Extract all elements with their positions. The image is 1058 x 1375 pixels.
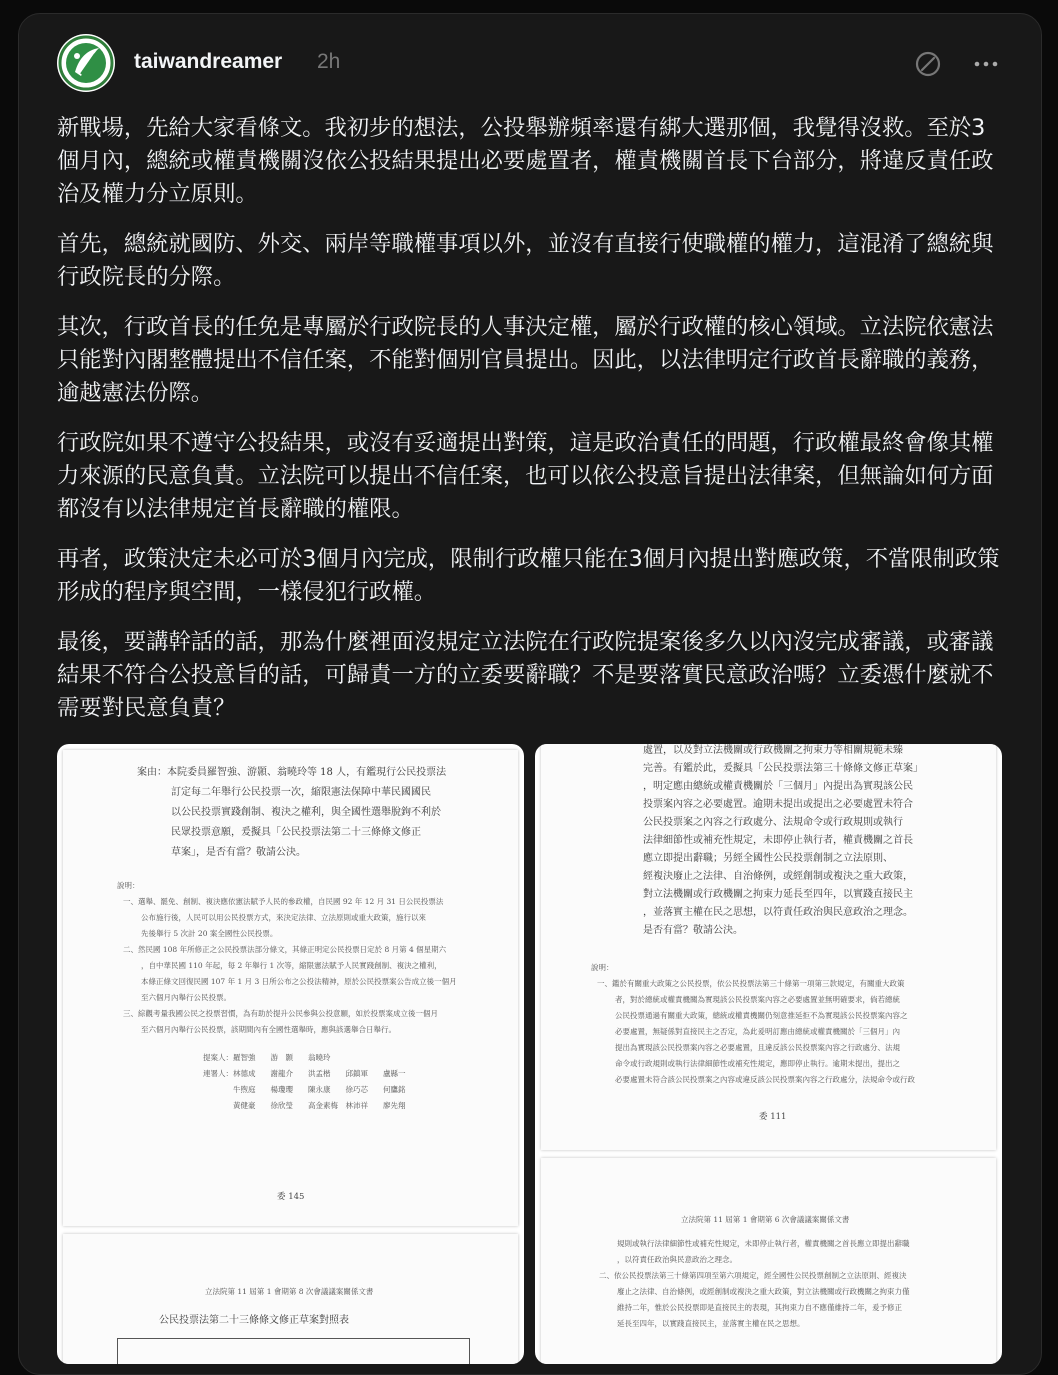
- doc-page-title: 立法院第 11 屆第 1 會期第 8 次會議議案關係文書: [205, 1287, 374, 1296]
- doc-line: 一、鑑於有關重大政策之公民投票，依公民投票法第三十條第一項第三款規定，有關重大政策: [597, 979, 905, 988]
- doc-page-number: 委 145: [277, 1192, 305, 1202]
- document-page: [63, 750, 518, 1226]
- doc-line: 者，對於總統或權責機關為實現該公民投票案內容之必要處置並無明確要求，倘若總統: [615, 995, 900, 1004]
- doc-line: 是否有當？敬請公決。: [643, 925, 743, 936]
- doc-line: 案由：本院委員羅智強、游顥、翁曉玲等 18 人，有鑑現行公民投票法: [137, 767, 447, 778]
- doc-signer-line: 牛煦庭 楊瓊瓔 陳永康 徐巧芯 何鷹銘: [203, 1085, 406, 1094]
- doc-line: 提出為實現該公民投票案內容之必要處置，且違反該公民投票案內容之行政處分、法規: [615, 1043, 900, 1052]
- doc-line: 三、綜觀考量我國公民之投票習慣，為有助於提升公民參與公投意願，如於投票案成立後一個月: [123, 1009, 438, 1018]
- avatar-logo-icon: [57, 34, 115, 92]
- avatar[interactable]: [57, 34, 115, 92]
- doc-line: 應立即提出辭職；另經全國性公民投票創制之立法原則、: [643, 853, 893, 864]
- doc-line: 必要處置未符合該公民投票案之內容或違反該公民投票案內容之行政處分，法規命令或行政: [615, 1075, 915, 1084]
- doc-page-number: 委 111: [759, 1112, 787, 1122]
- doc-line: 命令或行政規則或執行法律細節性或補充性規定，應即停止執行。逾期未提出，提出之: [615, 1059, 900, 1068]
- doc-line: 公民投票通過有關重大政策，總統或權責機關仍刻意推延拒不為實現該公民投票案內容之: [615, 1011, 908, 1020]
- doc-explain-heading: 說明：: [591, 963, 614, 972]
- post-paragraph: 再者，政策決定未必可於3個月內完成，限制行政權只能在3個月內提出對應政策，不當限制政策形成的程序與空間，一樣侵犯行政權。: [57, 546, 1000, 605]
- doc-page-title: 立法院第 11 屆第 1 會期第 6 次會議議案關係文書: [681, 1215, 850, 1224]
- post-paragraph: 新戰場，先給大家看條文。我初步的想法，公投舉辦頻率還有綁大選那個，我覺得沒救。至於3個月內，總統或權責機關沒依公投結果提出必要處置者，權責機關首長下台部分，將違反責任政治及權力分立原則。: [57, 115, 994, 207]
- doc-line: ，明定應由總統或權責機關於「三個月」內提出為實現該公民: [643, 781, 913, 792]
- doc-line: ，以符責任政治與民意政治之理念。: [617, 1255, 737, 1264]
- doc-line: 公布施行後，人民可以用公民投票方式，來決定法律、立法原則或重大政策，施行以來: [141, 913, 426, 922]
- doc-line: 處置，以及對立法機關或行政機關之拘束力等相關規範未臻: [643, 745, 903, 756]
- document-page: [63, 1234, 518, 1364]
- doc-line: 先後舉行 5 次計 20 案全國性公民投票。: [141, 929, 278, 938]
- document-page: [541, 744, 996, 1150]
- doc-line: 維持二年，惟於公民投票即是直接民主的表現，其拘束力自不應僅維持二年，爰予修正: [617, 1303, 902, 1312]
- post-text: [57, 112, 1002, 742]
- doc-line: 法律細節性或補充性規定，未即停止執行者，權責機關之首長: [643, 835, 913, 846]
- more-options-icon[interactable]: [971, 49, 1001, 79]
- post-card: [18, 13, 1042, 1375]
- doc-line: 必要處置，無疑係對直接民主之否定，為此爰明訂應由總統或權責機關於「三個月」內: [615, 1027, 900, 1036]
- post-header: [57, 34, 1011, 94]
- doc-line: 廢止之法律、自治條例，或經創制或複決之重大政策，對立法機關或行政機關之拘束力僅: [617, 1287, 910, 1296]
- doc-line: ，並落實主權在民之思想，以符責任政治與民意政治之理念。: [643, 907, 913, 918]
- doc-explain-heading: 說明：: [117, 881, 140, 890]
- doc-line: 規則或執行法律細節性或補充性規定，未即停止執行者，權責機關之首長應立即提出辭職: [617, 1239, 910, 1248]
- doc-line: 二、依公民投票法第三十條第四項至第六項規定，經全國性公民投票創制之立法原則、經複決: [599, 1271, 907, 1280]
- doc-page-subtitle: 公民投票法第二十三條條文修正草案對照表: [159, 1315, 349, 1326]
- doc-line: 延長至四年，以實踐直接民主，並落實主權在民之思想。: [617, 1319, 805, 1328]
- attached-document-image-2[interactable]: [535, 744, 1002, 1364]
- post-paragraph: 其次，行政首長的任免是專屬於行政院長的人事決定權，屬於行政權的核心領域。立法院依憲法只能對內閣整體提出不信任案，不能對個別官員提出。因此，以法律明定行政首長辭職的義務，逾越憲法份際。: [57, 314, 994, 406]
- post-time: 2h: [317, 50, 341, 73]
- doc-line: 公民投票案之內容之行政處分、法規命令或行政規則或執行: [643, 817, 903, 828]
- doc-line: 本條正條文回復民國 107 年 1 月 3 日所公布之公投法精神，原於公民投票案公告成立後一個月: [141, 977, 457, 986]
- doc-line: 對立法機關或行政機關之拘束力延長至四年，以實踐直接民主: [643, 889, 913, 900]
- doc-line: 訂定每二年舉行公民投票一次，縮限憲法保障中華民國國民: [171, 787, 431, 798]
- doc-line: 投票案內容之必要處置。逾期未提出或提出之必要處置未符合: [643, 799, 913, 810]
- doc-line: 民眾投票意願，爰擬具「公民投票法第二十三條條文修正: [171, 827, 421, 838]
- doc-line: 草案」，是否有當？敬請公決。: [171, 847, 306, 858]
- doc-signer-line: 黃健豪 徐欣瑩 高金素梅 林沛祥 廖先翔: [203, 1101, 406, 1110]
- post-paragraph: 最後，要講幹話的話，那為什麼裡面沒規定立法院在行政院提案後多久以內沒完成審議，或審議結果不符合公投意旨的話，可歸責一方的立委要辭職？不是要落實民意政治嗎？立委憑什麼就不需要對民意負責？: [57, 629, 994, 721]
- post-paragraph: 行政院如果不遵守公投結果，或沒有妥適提出對策，這是政治責任的問題，行政權最終會像其權力來源的民意負責。立法院可以提出不信任案，也可以依公投意旨提出法律案，但無論如何方面都沒有以法律規定首長辭職的權限。: [57, 430, 994, 522]
- doc-line: 完善。有鑑於此，爰擬具「公民投票法第三十條條文修正草案」: [643, 763, 923, 774]
- doc-signer-line: 連署人：林德成 謝龍介 洪孟楷 邱鎮軍 盧縣一: [203, 1069, 406, 1078]
- doc-line: 一、選舉、罷免、創制、複決應依憲法賦予人民的參政權，自民國 92 年 12 月 31 日公民投票法: [123, 897, 444, 906]
- doc-line: 至六個月內舉行公民投票，該期間內有全國性選舉時，應與該選舉合日舉行。: [141, 1025, 396, 1034]
- doc-line: ，自中華民國 110 年起，每 2 年舉行 1 次等，縮限憲法賦予人民實踐創制、複決之權利，: [141, 961, 442, 970]
- quote-post-icon[interactable]: [913, 49, 943, 79]
- doc-line: 經複決廢止之法律、自治條例，或經創制或複決之重大政策，: [643, 871, 913, 882]
- post-paragraph: 首先，總統就國防、外交、兩岸等職權事項以外，並沒有直接行使職權的權力，這混淆了總統與行政院長的分際。: [57, 231, 994, 290]
- doc-line: 以公民投票實踐創制、複決之權利，與全國性選舉脫鉤不利於: [171, 807, 441, 818]
- document-page: [541, 1158, 996, 1364]
- attached-document-image-1[interactable]: [57, 744, 524, 1364]
- username[interactable]: taiwandreamer: [134, 50, 283, 73]
- doc-signer-line: 提案人：羅智強 游 顥 翁曉玲: [203, 1053, 331, 1062]
- doc-line: 至六個月內舉行公民投票。: [141, 993, 231, 1002]
- doc-line: 二、然民國 108 年所修正之公民投票法部分條文，其條正明定公民投票日定於 8 月第 4 個星期六: [123, 945, 447, 954]
- doc-table-border: [117, 1338, 470, 1364]
